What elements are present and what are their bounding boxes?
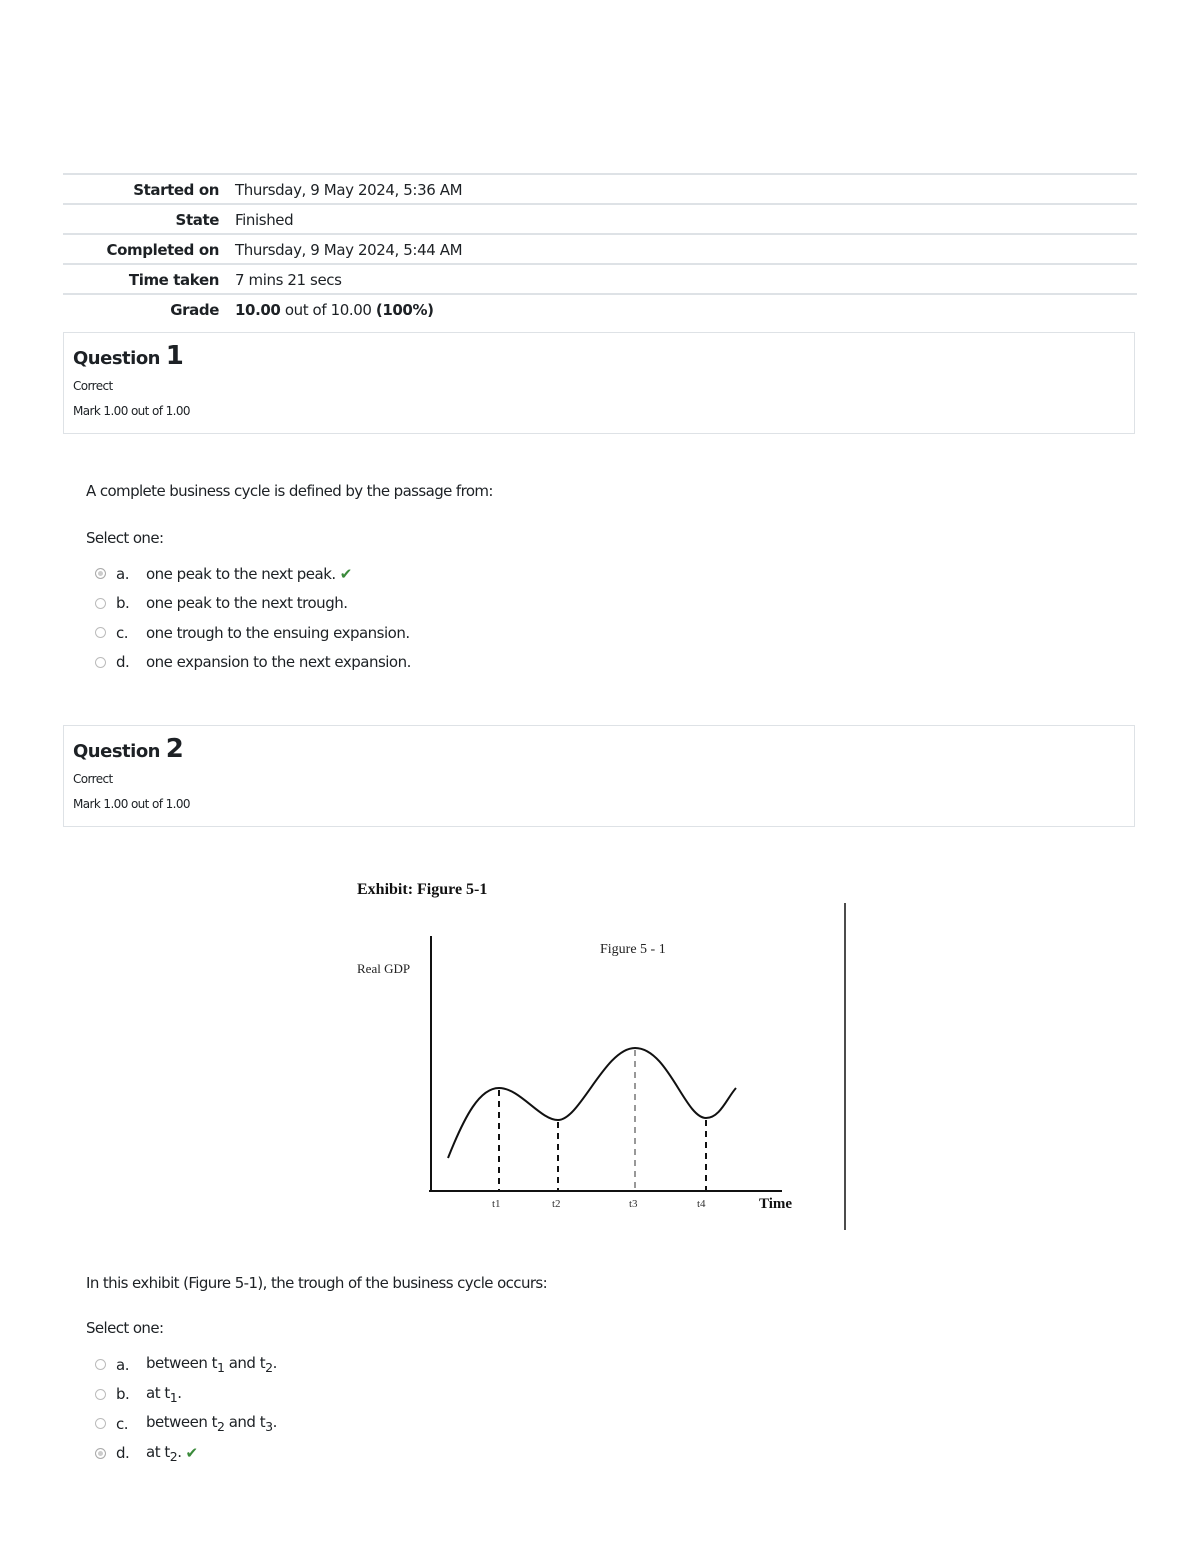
grade-score: 10.00	[235, 300, 281, 319]
radio-button[interactable]	[95, 1359, 106, 1370]
question-grade: Mark 1.00 out of 1.00	[73, 404, 190, 418]
question-1-text: A complete business cycle is defined by the passage from:	[86, 482, 493, 500]
answer-text: one expansion to the next expansion.	[146, 653, 411, 672]
answer-text: between $t_1$ and $t_2$.	[146, 1354, 277, 1376]
figure-ylabel: Real GDP	[357, 961, 411, 976]
figure-xlabel: Time	[759, 1196, 793, 1212]
tick-label-t2: t2	[552, 1198, 561, 1210]
question-number: 2	[165, 734, 184, 764]
question-title	[73, 341, 1125, 371]
summary-row-time-taken	[63, 264, 1137, 294]
business-cycle-diagram	[350, 870, 850, 1235]
question-number: 1	[165, 341, 184, 371]
grade-percent: (100%)	[375, 300, 434, 319]
question-label: Question	[73, 741, 160, 762]
answer-letter: d.	[116, 653, 130, 672]
question-2-answers	[95, 1350, 277, 1468]
answer-text: at $t_1$.	[146, 1383, 182, 1405]
question-state: Correct	[73, 772, 113, 786]
question-grade: Mark 1.00 out of 1.00	[73, 797, 190, 811]
summary-value: Finished	[235, 210, 294, 229]
answer-letter: a.	[116, 1355, 129, 1374]
question-2-text: In this exhibit (Figure 5-1), the trough of the business cycle occurs:	[86, 1274, 548, 1292]
grade-out-of: out of 10.00	[280, 300, 376, 319]
question-2-info	[63, 725, 1135, 827]
answer-letter: b.	[116, 594, 130, 613]
radio-button-selected[interactable]	[95, 568, 106, 579]
answer-option-b[interactable]	[95, 1380, 277, 1410]
figure-title: Figure 5 - 1	[600, 942, 666, 957]
question-label: Question	[73, 348, 160, 369]
summary-value	[235, 294, 1137, 323]
summary-row-state	[63, 204, 1137, 234]
attempt-summary-table	[63, 173, 1137, 323]
summary-row-started	[63, 174, 1137, 204]
summary-label: Completed on	[106, 240, 219, 259]
summary-value: Thursday, 9 May 2024, 5:44 AM	[235, 240, 463, 259]
summary-label: Started on	[133, 180, 219, 199]
answer-text: at $t_2$.	[146, 1442, 182, 1464]
answer-option-c[interactable]	[95, 1409, 277, 1439]
summary-value: 7 mins 21 secs	[235, 270, 342, 289]
figure-caption: Exhibit: Figure 5-1	[357, 881, 488, 898]
question-2-prompt: Select one:	[86, 1319, 164, 1337]
radio-button-selected[interactable]	[95, 1448, 106, 1459]
radio-button[interactable]	[95, 598, 106, 609]
radio-button[interactable]	[95, 1389, 106, 1400]
answer-option-a[interactable]	[95, 1350, 277, 1380]
radio-button[interactable]	[95, 1418, 106, 1429]
answer-text: one peak to the next trough.	[146, 594, 348, 613]
answer-letter: d.	[116, 1444, 130, 1463]
tick-label-t3: t3	[629, 1198, 638, 1210]
answer-text: one peak to the next peak.	[146, 564, 336, 583]
summary-label: State	[175, 210, 219, 229]
question-1-info	[63, 332, 1135, 434]
answer-text: between $t_2$ and $t_3$.	[146, 1413, 277, 1435]
answer-letter: a.	[116, 564, 129, 583]
summary-label: Grade	[170, 300, 219, 319]
answer-option-a[interactable]	[95, 559, 411, 589]
summary-value: Thursday, 9 May 2024, 5:36 AM	[235, 180, 463, 199]
answer-letter: c.	[116, 623, 129, 642]
question-1-prompt: Select one:	[86, 529, 164, 547]
answer-option-b[interactable]	[95, 589, 411, 619]
radio-button[interactable]	[95, 657, 106, 668]
answer-text: one trough to the ensuing expansion.	[146, 623, 410, 642]
summary-row-completed	[63, 234, 1137, 264]
radio-button[interactable]	[95, 627, 106, 638]
summary-row-grade	[63, 294, 1137, 323]
question-title	[73, 734, 1125, 764]
tick-label-t1: t1	[492, 1198, 501, 1210]
gdp-curve	[448, 1048, 736, 1158]
answer-option-d[interactable]	[95, 648, 411, 678]
correct-check-icon: ✔	[339, 564, 352, 583]
answer-option-c[interactable]	[95, 618, 411, 648]
summary-label: Time taken	[128, 270, 219, 289]
answer-option-d[interactable]	[95, 1439, 277, 1469]
figure-5-1	[350, 870, 850, 1235]
answer-letter: c.	[116, 1414, 129, 1433]
correct-check-icon: ✔	[185, 1444, 198, 1463]
question-state: Correct	[73, 379, 113, 393]
answer-letter: b.	[116, 1385, 130, 1404]
question-1-answers	[95, 559, 411, 677]
tick-label-t4: t4	[697, 1198, 706, 1210]
